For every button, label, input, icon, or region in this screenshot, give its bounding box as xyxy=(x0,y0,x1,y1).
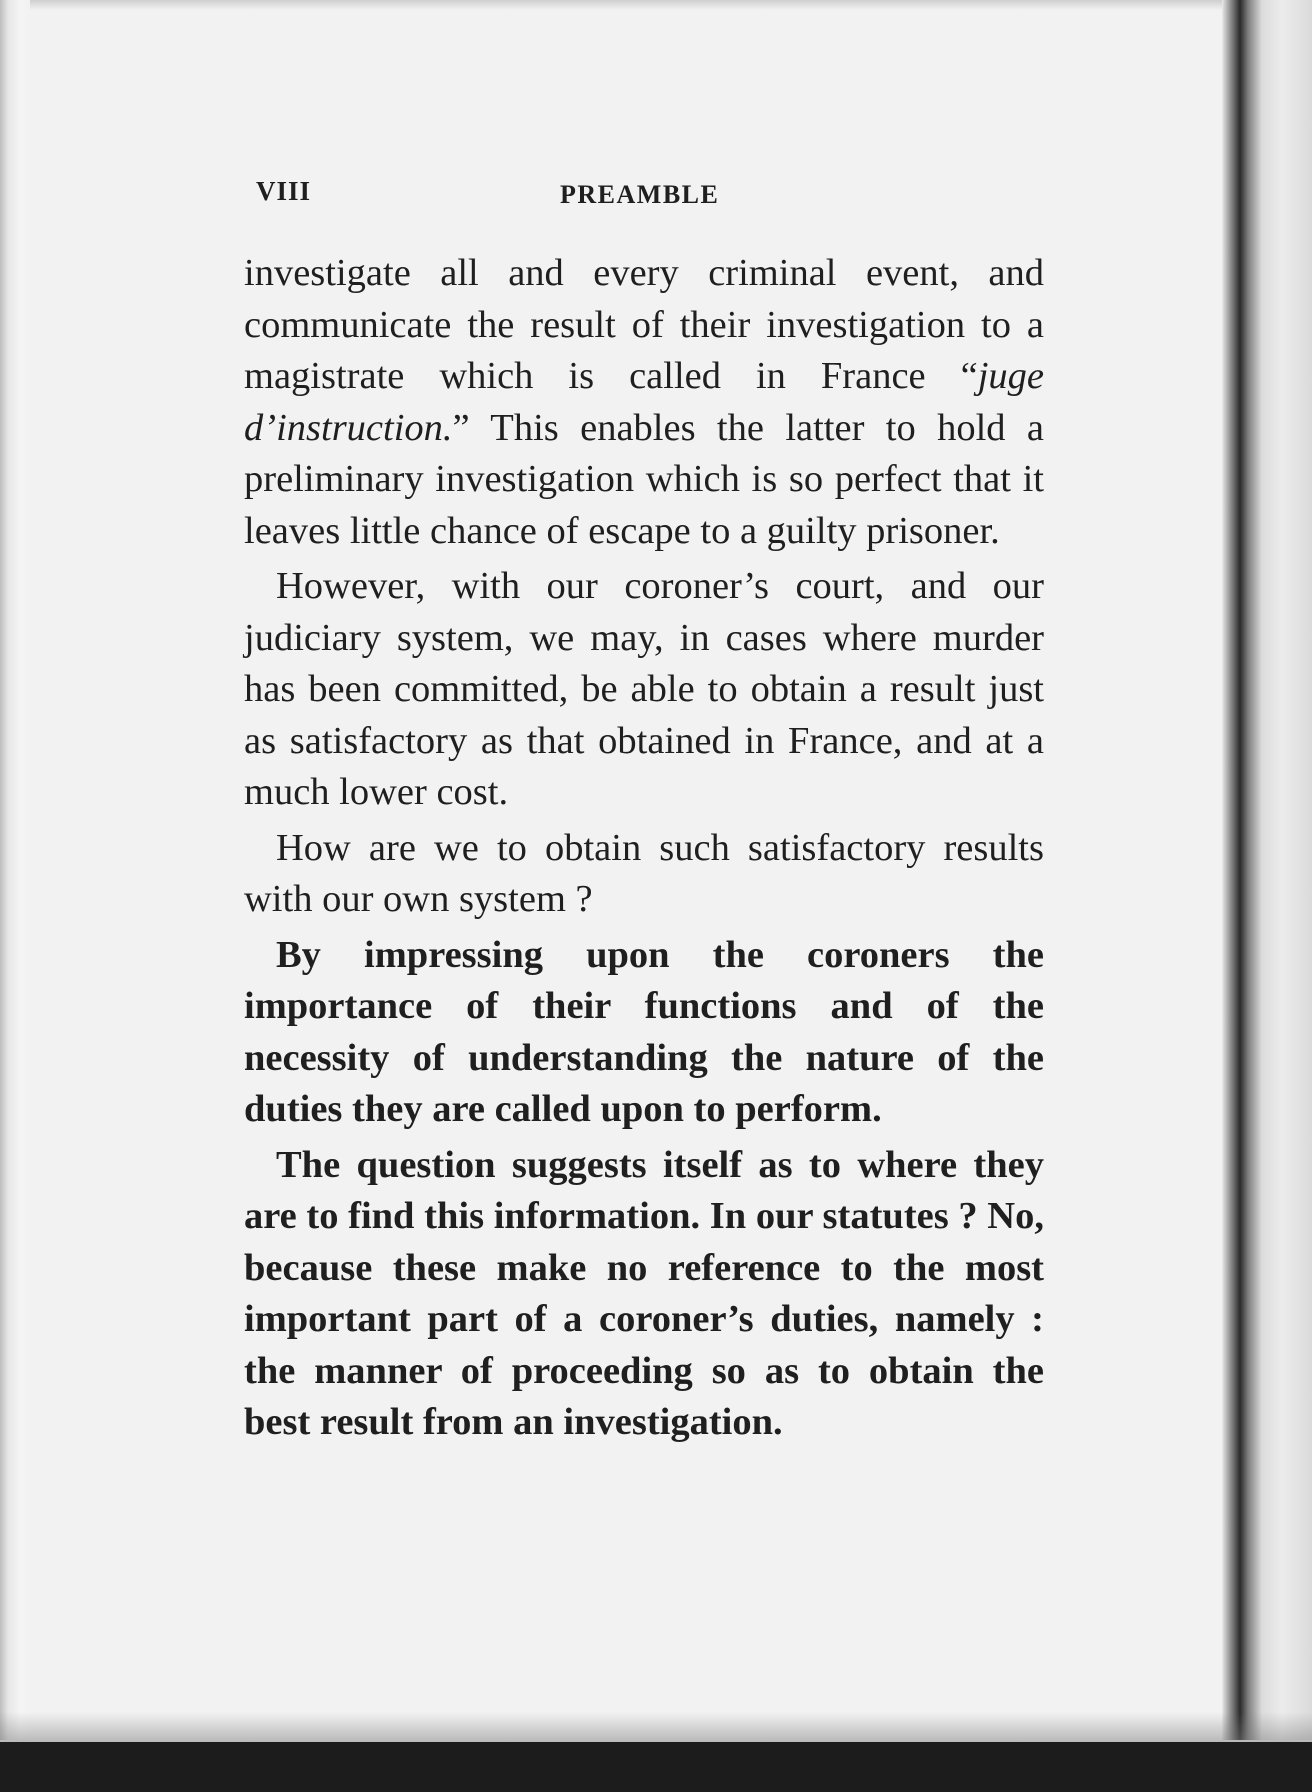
left-page-edge xyxy=(0,0,30,1740)
paragraph-1-text: investigate all and every criminal event, and communicate the result of their investigation to a magistrate which is called in France “ xyxy=(244,252,1044,397)
scanner-bottom-strip xyxy=(0,1742,1312,1792)
bottom-shadow xyxy=(0,1712,1312,1744)
top-shadow xyxy=(0,0,1312,10)
paragraph-5: The question suggests itself as to where they are to find this information. In our statutes ? No, because these make no reference to the most important part of a coroner’s duties, namely : the manner of proceeding so as to obtain the best result from an investigation. xyxy=(244,1143,1044,1443)
paragraph-1-text-cont: ” This enables the latter to hold a preliminary investigation which is so perfect that it leaves little chance of escape to a guilty prisoner. xyxy=(244,406,1044,552)
binding-gutter xyxy=(1222,0,1312,1740)
paragraph-1-italic-term: juge d’instruction. xyxy=(244,355,1044,449)
paragraph-4: By impressing upon the coroners the importance of their functions and of the necessity of understanding the nature of the duties they are called upon to perform. xyxy=(244,933,1044,1130)
paragraph-1 xyxy=(244,248,1044,557)
running-head xyxy=(244,176,1044,220)
paragraph-3: How are we to obtain such satisfactory results with our own system ? xyxy=(244,826,1044,920)
page-number: VIII xyxy=(256,176,312,206)
page-text-block xyxy=(244,176,1044,1453)
paragraph-2: However, with our coroner’s court, and our judiciary system, we may, in cases where murder has been committed, be able to obtain a result just as satisfactory as that obtained in France, and at a much lower cost. xyxy=(244,565,1044,813)
running-title: PREAMBLE xyxy=(560,180,720,209)
